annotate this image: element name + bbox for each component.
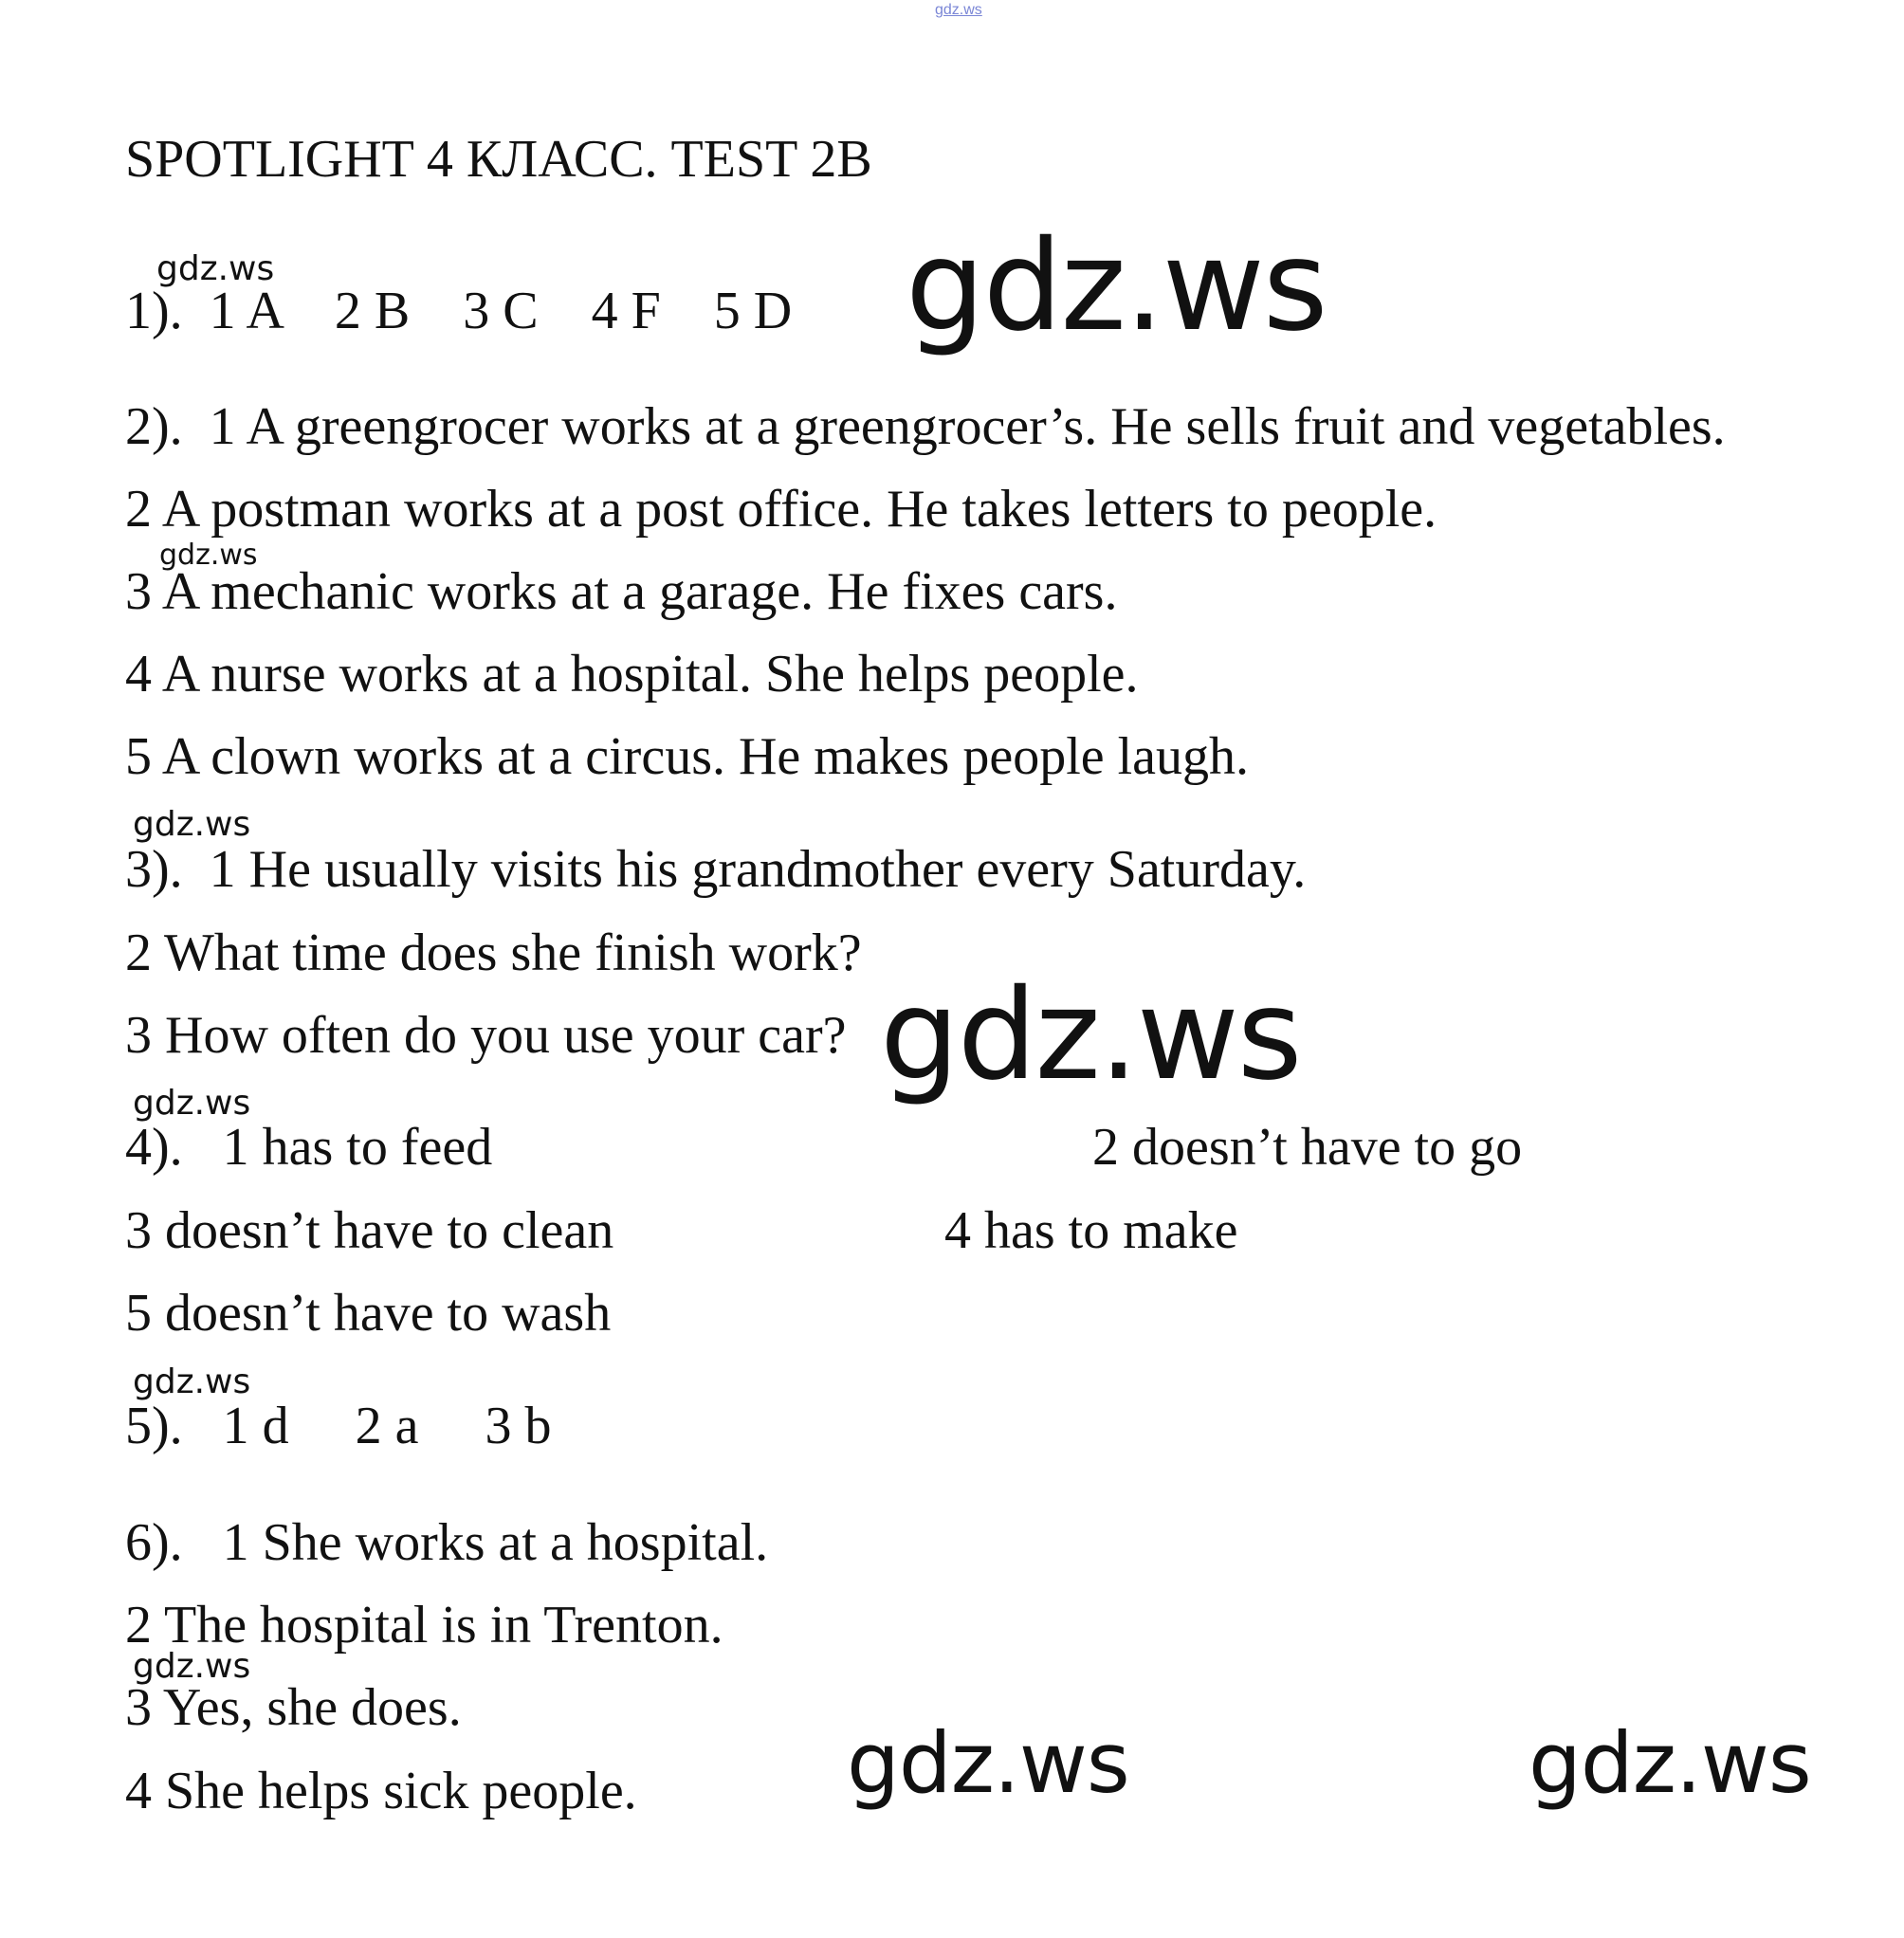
task3-line-3: 3 How often do you use your car?	[125, 1006, 847, 1065]
task2-line-1: 2). 1 A greengrocer works at a greengrocer’s. He sells fruit and vegetables.	[125, 397, 1726, 456]
task5-answers: 5). 1 d 2 a 3 b	[125, 1397, 552, 1455]
watermark-big: gdz.ws	[906, 213, 1327, 359]
task6-line-1: 6). 1 She works at a hospital.	[125, 1513, 769, 1572]
watermark-small: gdz.ws	[159, 539, 258, 572]
task4-item-3: 3 doesn’t have to clean	[125, 1201, 614, 1260]
task3-line-2: 2 What time does she finish work?	[125, 923, 862, 982]
task2-line-2: 2 A postman works at a post office. He takes letters to people.	[125, 480, 1437, 539]
task2-line-3: 3 A mechanic works at a garage. He fixes cars.	[125, 562, 1118, 621]
task2-line-5: 5 A clown works at a circus. He makes people laugh.	[125, 727, 1250, 786]
watermark-small: gdz.ws	[133, 1647, 251, 1686]
watermark-small: gdz.ws	[133, 1362, 251, 1401]
task4-item-5: 5 doesn’t have to wash	[125, 1284, 612, 1343]
watermark-small: gdz.ws	[133, 1084, 251, 1123]
task6-line-3: 3 Yes, she does.	[125, 1678, 462, 1737]
task4-item-4: 4 has to make	[944, 1201, 1238, 1260]
watermark-small: gdz.ws	[156, 249, 275, 288]
task4-item-2: 2 doesn’t have to go	[1092, 1118, 1523, 1177]
task1-answers: 1). 1 A 2 B 3 C 4 F 5 D	[125, 282, 793, 340]
watermark-big: gdz.ws	[847, 1714, 1129, 1812]
watermark-small: gdz.ws	[133, 805, 251, 844]
page-title: SPOTLIGHT 4 КЛАСС. TEST 2B	[125, 130, 872, 189]
watermark-big: gdz.ws	[880, 962, 1301, 1108]
task2-line-4: 4 A nurse works at a hospital. She helps people.	[125, 645, 1139, 704]
task4-item-1: 4). 1 has to feed	[125, 1118, 493, 1177]
top-watermark: gdz.ws	[935, 2, 982, 18]
task6-line-2: 2 The hospital is in Trenton.	[125, 1596, 723, 1655]
task3-line-1: 3). 1 He usually visits his grandmother every Saturday.	[125, 840, 1307, 899]
task6-line-4: 4 She helps sick people.	[125, 1762, 637, 1820]
watermark-big: gdz.ws	[1529, 1714, 1811, 1812]
